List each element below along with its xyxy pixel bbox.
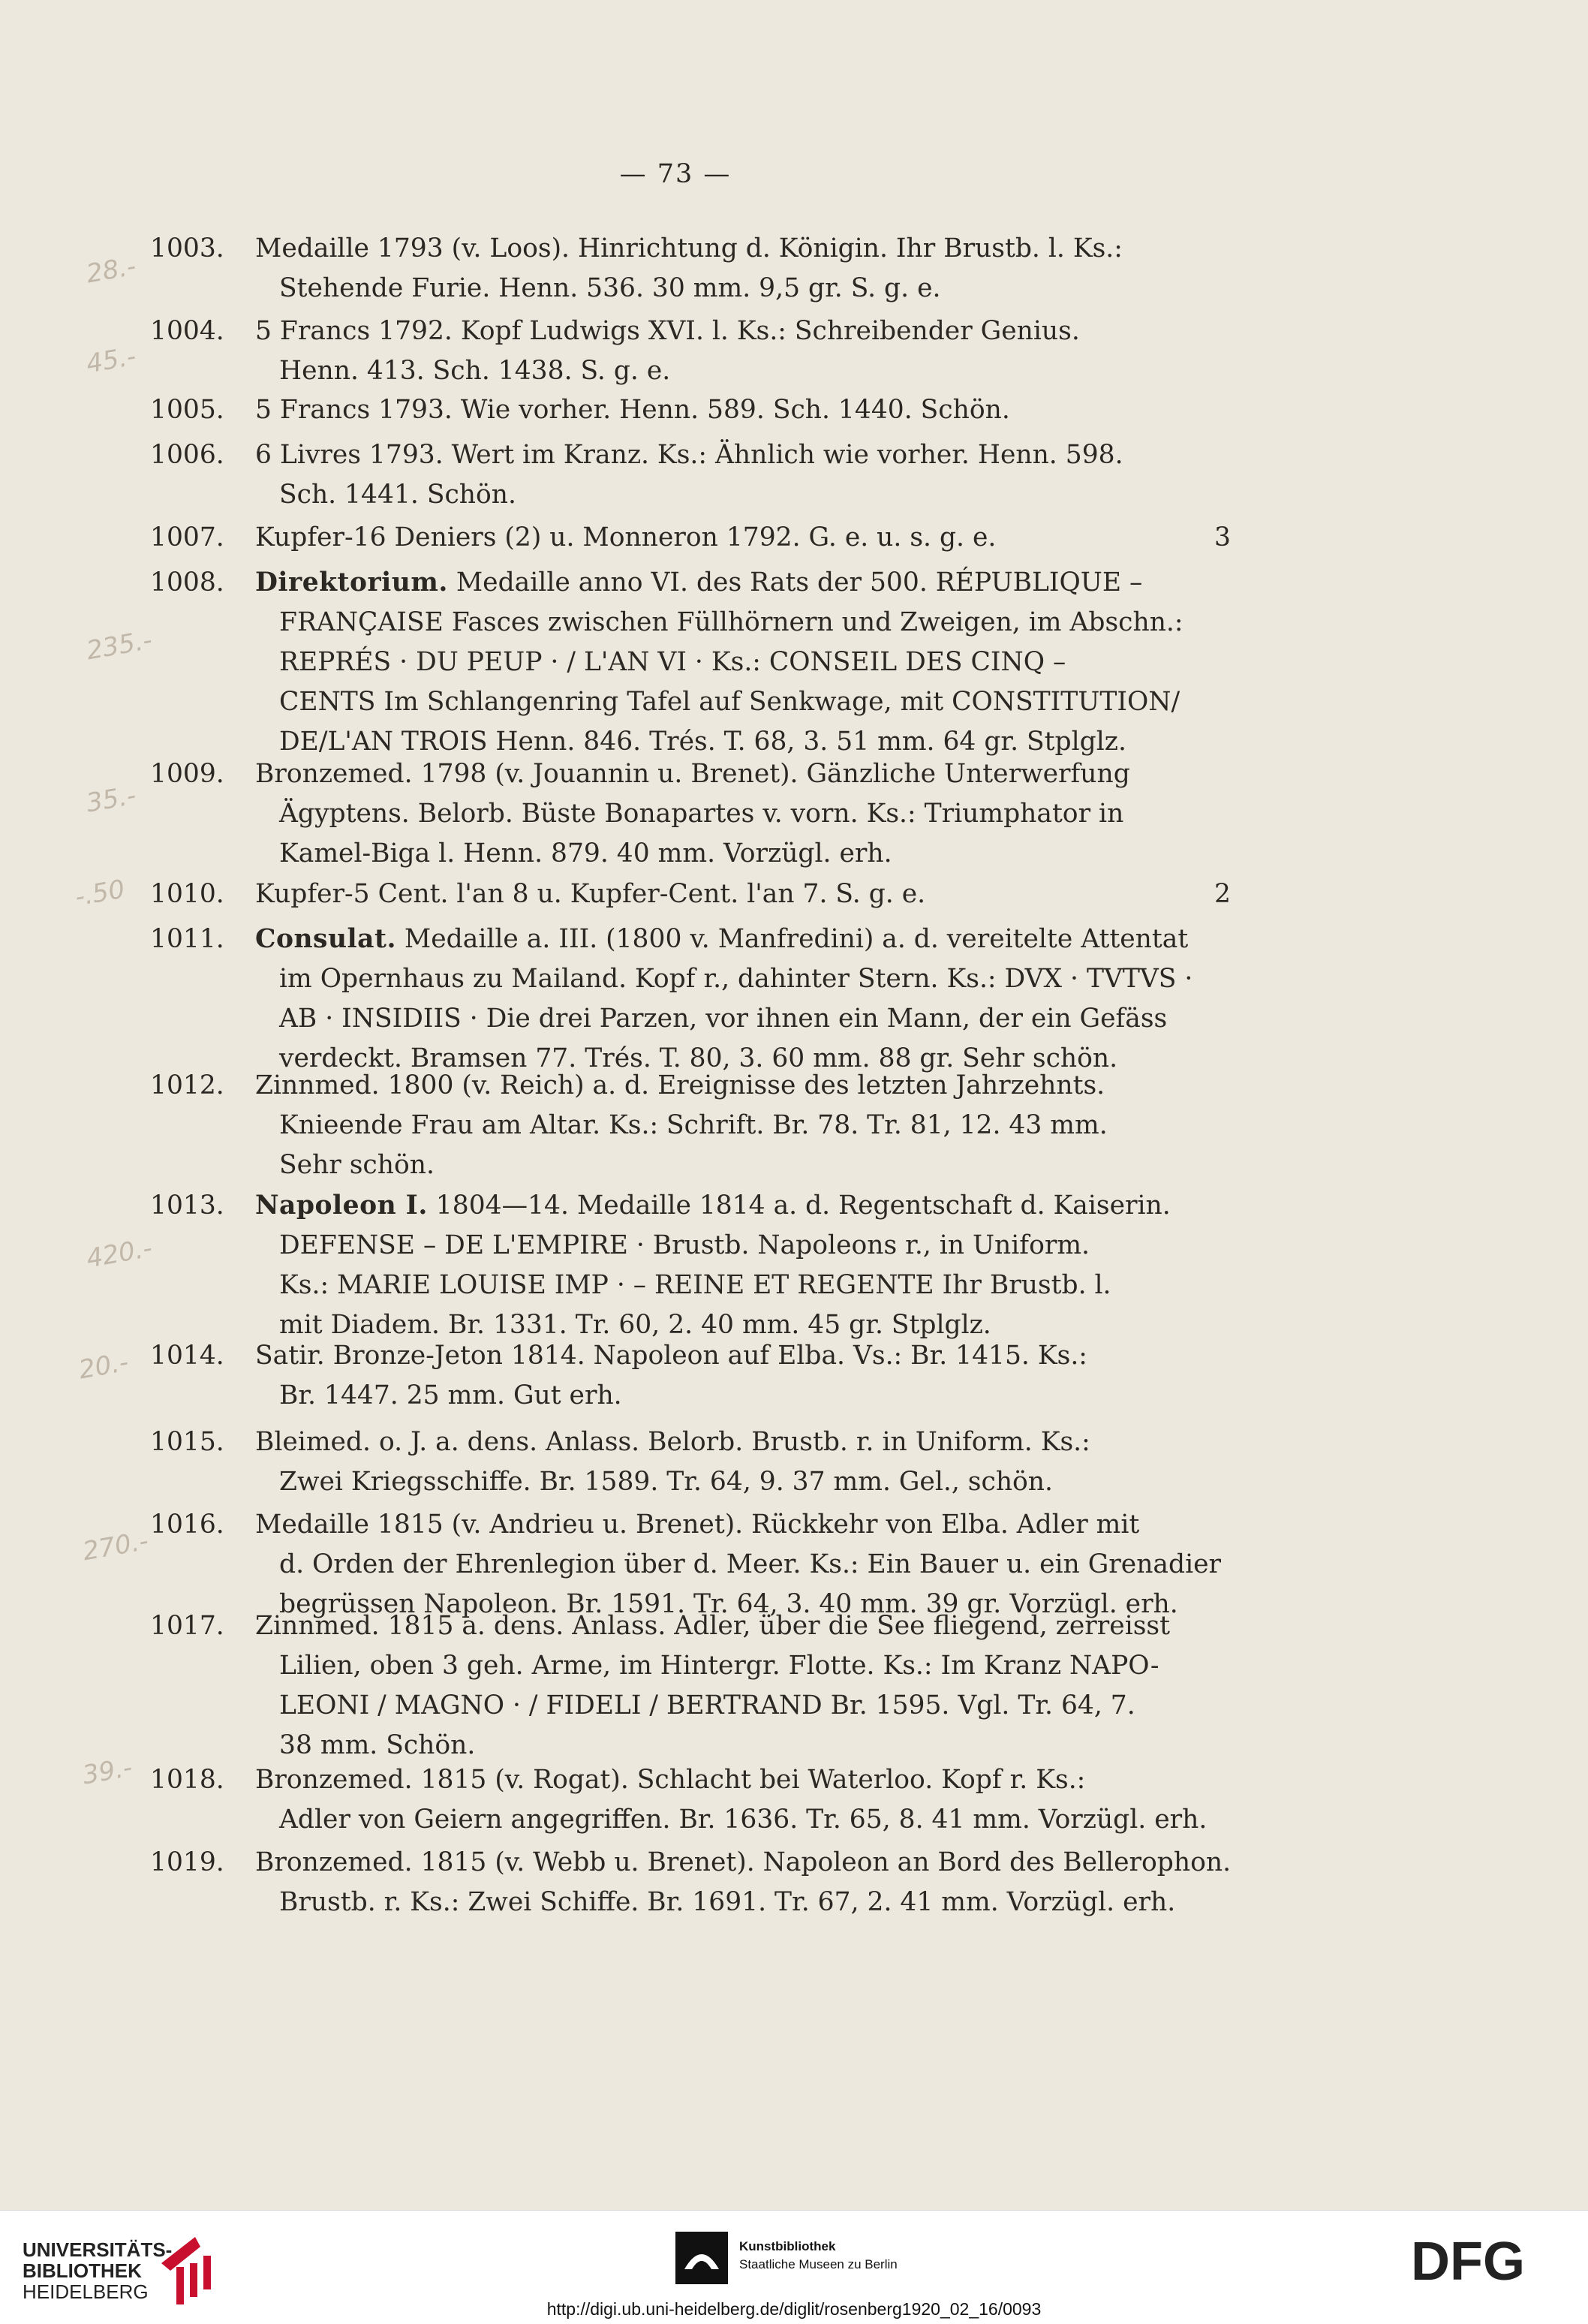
entry-number: 1012. (150, 1070, 224, 1100)
ub-line3: HEIDELBERG (23, 2280, 149, 2303)
ub-line1: UNIVERSITÄTS- (23, 2238, 173, 2261)
entry-line: FRANÇAISE Fasces zwischen Füllhörnern und Zweigen, im Abschn.: (279, 607, 1183, 637)
entry-line: Ägyptens. Belorb. Büste Bonapartes v. vorn. Ks.: Triumphator in (279, 799, 1124, 829)
page-number: — 73 — (619, 159, 732, 189)
entry-section-heading: Direktorium. (255, 567, 448, 598)
handwritten-price: -.50 (73, 874, 128, 913)
entry-line: Satir. Bronze-Jeton 1814. Napoleon auf Elba. Vs.: Br. 1415. Ks.: (255, 1341, 1087, 1371)
entry-line: Bronzemed. 1815 (v. Webb u. Brenet). Napoleon an Bord des Bellerophon. (255, 1847, 1232, 1877)
handwritten-price: 420.- (84, 1233, 155, 1275)
entry-line: Knieende Frau am Altar. Ks.: Schrift. Br. 78. Tr. 81, 12. 43 mm. (279, 1110, 1108, 1140)
entry-number: 1003. (150, 233, 224, 263)
catalog-entry (150, 1760, 1231, 1840)
entry-line (255, 920, 1188, 959)
entry-number: 1008. (150, 567, 224, 598)
entry-line: Ks.: MARIE LOUISE IMP · – REINE ET REGENTE Ihr Brustb. l. (279, 1270, 1111, 1300)
entry-line: Bronzemed. 1815 (v. Rogat). Schlacht bei Waterloo. Kopf r. Ks.: (255, 1765, 1086, 1795)
ub-heidelberg-logo-icon[interactable] (154, 2233, 221, 2308)
entry-line-text: Medaille a. III. (1800 v. Manfredini) a. d. vereitelte Attentat (395, 924, 1189, 954)
entry-number: 1004. (150, 316, 224, 346)
entry-number: 1005. (150, 395, 224, 425)
entry-number: 1018. (150, 1765, 224, 1795)
entry-number: 1019. (150, 1847, 224, 1877)
entry-line: 38 mm. Schön. (279, 1730, 476, 1760)
entry-line: Zinnmed. 1800 (v. Reich) a. d. Ereignisse des letzten Jahrzehnts. (255, 1070, 1105, 1100)
entry-line: Medaille 1815 (v. Andrieu u. Brenet). Rückkehr von Elba. Adler mit (255, 1510, 1140, 1540)
entry-number: 1017. (150, 1611, 224, 1641)
catalog-entry (150, 390, 1231, 430)
catalog-entry (150, 1422, 1231, 1502)
entry-line: d. Orden der Ehrenlegion über d. Meer. Ks.: Ein Bauer u. ein Grenadier (279, 1549, 1222, 1579)
entry-line: Stehende Furie. Henn. 536. 30 mm. 9,5 gr. S. g. e. (279, 273, 941, 303)
entry-number: 1014. (150, 1341, 224, 1371)
entry-line: Lilien, oben 3 geh. Arme, im Hintergr. Flotte. Ks.: Im Kranz NAPO- (279, 1651, 1159, 1681)
catalog-entry (150, 563, 1231, 762)
entry-line: Adler von Geiern angegriffen. Br. 1636. Tr. 65, 8. 41 mm. Vorzügl. erh. (279, 1805, 1208, 1835)
entry-number: 1006. (150, 440, 224, 470)
entry-line (255, 563, 1142, 603)
entry-line: REPRÉS · DU PEUP · / L'AN VI · Ks.: CONSEIL DES CINQ – (279, 647, 1066, 677)
entry-number: 1016. (150, 1510, 224, 1540)
catalog-entry (150, 435, 1231, 515)
entry-section-heading: Napoleon I. (255, 1191, 428, 1221)
handwritten-price: 45.- (84, 341, 139, 380)
catalog-entry (150, 1336, 1231, 1416)
kunstbibliothek-icon (675, 2232, 728, 2284)
entry-line: Br. 1447. 25 mm. Gut erh. (279, 1380, 622, 1410)
entry-line: AB · INSIDIIS · Die drei Parzen, vor ihnen ein Mann, der ein Gefäss (279, 1004, 1168, 1034)
catalog-entry (150, 1186, 1231, 1345)
entry-line: 5 Francs 1792. Kopf Ludwigs XVI. l. Ks.: Schreibender Genius. (255, 316, 1080, 346)
entry-number: 1009. (150, 759, 224, 789)
entry-line: 6 Livres 1793. Wert im Kranz. Ks.: Ähnlich wie vorher. Henn. 598. (255, 440, 1123, 470)
catalog-entry (150, 875, 1231, 914)
dfg-text: DFG (1411, 2235, 1525, 2287)
kb-line1: Kunstbibliothek (739, 2239, 836, 2253)
entry-line: Henn. 413. Sch. 1438. S. g. e. (279, 356, 671, 386)
permalink-url[interactable]: http://digi.ub.uni-heidelberg.de/diglit/rosenberg1920_02_16/0093 (546, 2299, 1042, 2319)
entry-line: Kamel-Biga l. Henn. 879. 40 mm. Vorzügl. erh. (279, 838, 892, 868)
entry-number: 1015. (150, 1427, 224, 1457)
entry-number: 1011. (150, 924, 224, 954)
kb-line2: Staatliche Museen zu Berlin (739, 2257, 898, 2271)
entry-line: DEFENSE – DE L'EMPIRE · Brustb. Napoleons r., in Uniform. (279, 1230, 1090, 1260)
handwritten-price: 235.- (84, 625, 155, 667)
viewer-footer (0, 2210, 1588, 2324)
entry-number: 1013. (150, 1191, 224, 1221)
entry-section-heading: Consulat. (255, 924, 396, 954)
catalog-entry (150, 920, 1231, 1079)
entry-line: Kupfer-16 Deniers (2) u. Monneron 1792. G. e. u. s. g. e. (255, 522, 997, 552)
entry-line (255, 1186, 1171, 1226)
entry-lot-count: 2 (1214, 879, 1231, 909)
entry-number: 1010. (150, 879, 224, 909)
entry-line: Zwei Kriegsschiffe. Br. 1589. Tr. 64, 9. 37 mm. Gel., schön. (279, 1467, 1053, 1497)
entry-line: Kupfer-5 Cent. l'an 8 u. Kupfer-Cent. l'an 7. S. g. e. (255, 879, 926, 909)
entry-line: mit Diadem. Br. 1331. Tr. 60, 2. 40 mm. 45 gr. Stplglz. (279, 1310, 991, 1340)
entry-number: 1007. (150, 522, 224, 552)
catalog-entry (150, 1606, 1231, 1766)
handwritten-price: 28.- (84, 251, 139, 290)
entry-lot-count: 3 (1214, 522, 1231, 552)
catalog-entry (150, 1843, 1231, 1922)
handwritten-price: 20.- (77, 1347, 131, 1386)
entry-line: im Opernhaus zu Mailand. Kopf r., dahinter Stern. Ks.: DVX · TVTVS · (279, 964, 1193, 994)
entry-line: Zinnmed. 1815 a. dens. Anlass. Adler, über die See fliegend, zerreisst (255, 1611, 1171, 1641)
ub-heidelberg-logo-text[interactable] (23, 2239, 172, 2302)
catalog-entry (150, 312, 1231, 391)
entry-line: Bronzemed. 1798 (v. Jouannin u. Brenet). Gänzliche Unterwerfung (255, 759, 1130, 789)
entry-line: verdeckt. Bramsen 77. Trés. T. 80, 3. 60 mm. 88 gr. Sehr schön. (279, 1043, 1118, 1073)
catalog-entry (150, 229, 1231, 309)
ub-line2: BIBLIOTHEK (23, 2259, 142, 2282)
handwritten-price: 39.- (80, 1752, 135, 1791)
entry-line-text: Medaille anno VI. des Rats der 500. RÉPUBLIQUE – (447, 567, 1143, 598)
entry-line-text: 1804—14. Medaille 1814 a. d. Regentschaft d. Kaiserin. (427, 1191, 1171, 1221)
entry-line: CENTS Im Schlangenring Tafel auf Senkwage, mit CONSTITUTION/ (279, 687, 1180, 717)
catalog-entry (150, 1066, 1231, 1185)
catalog-entry (150, 518, 1231, 558)
dfg-logo[interactable] (1411, 2235, 1561, 2287)
entry-line: Brustb. r. Ks.: Zwei Schiffe. Br. 1691. Tr. 67, 2. 41 mm. Vorzügl. erh. (279, 1887, 1176, 1917)
handwritten-price: 270.- (80, 1525, 151, 1567)
entry-line: begrüssen Napoleon. Br. 1591. Tr. 64, 3. 40 mm. 39 gr. Vorzügl. erh. (279, 1589, 1178, 1619)
entry-line: DE/L'AN TROIS Henn. 846. Trés. T. 68, 3. 51 mm. 64 gr. Stplglz. (279, 727, 1126, 757)
entry-line: Sehr schön. (279, 1150, 435, 1180)
entry-line: Bleimed. o. J. a. dens. Anlass. Belorb. Brustb. r. in Uniform. Ks.: (255, 1427, 1090, 1457)
entry-line: Medaille 1793 (v. Loos). Hinrichtung d. Königin. Ihr Brustb. l. Ks.: (255, 233, 1123, 263)
catalog-entry (150, 754, 1231, 874)
kunstbibliothek-logo[interactable] (675, 2232, 898, 2288)
entry-line: 5 Francs 1793. Wie vorher. Henn. 589. Sch. 1440. Schön. (255, 395, 1010, 425)
handwritten-price: 35.- (84, 780, 139, 819)
entry-line: LEONI / MAGNO · / FIDELI / BERTRAND Br. 1595. Vgl. Tr. 64, 7. (279, 1690, 1135, 1720)
entry-line: Sch. 1441. Schön. (279, 480, 516, 510)
